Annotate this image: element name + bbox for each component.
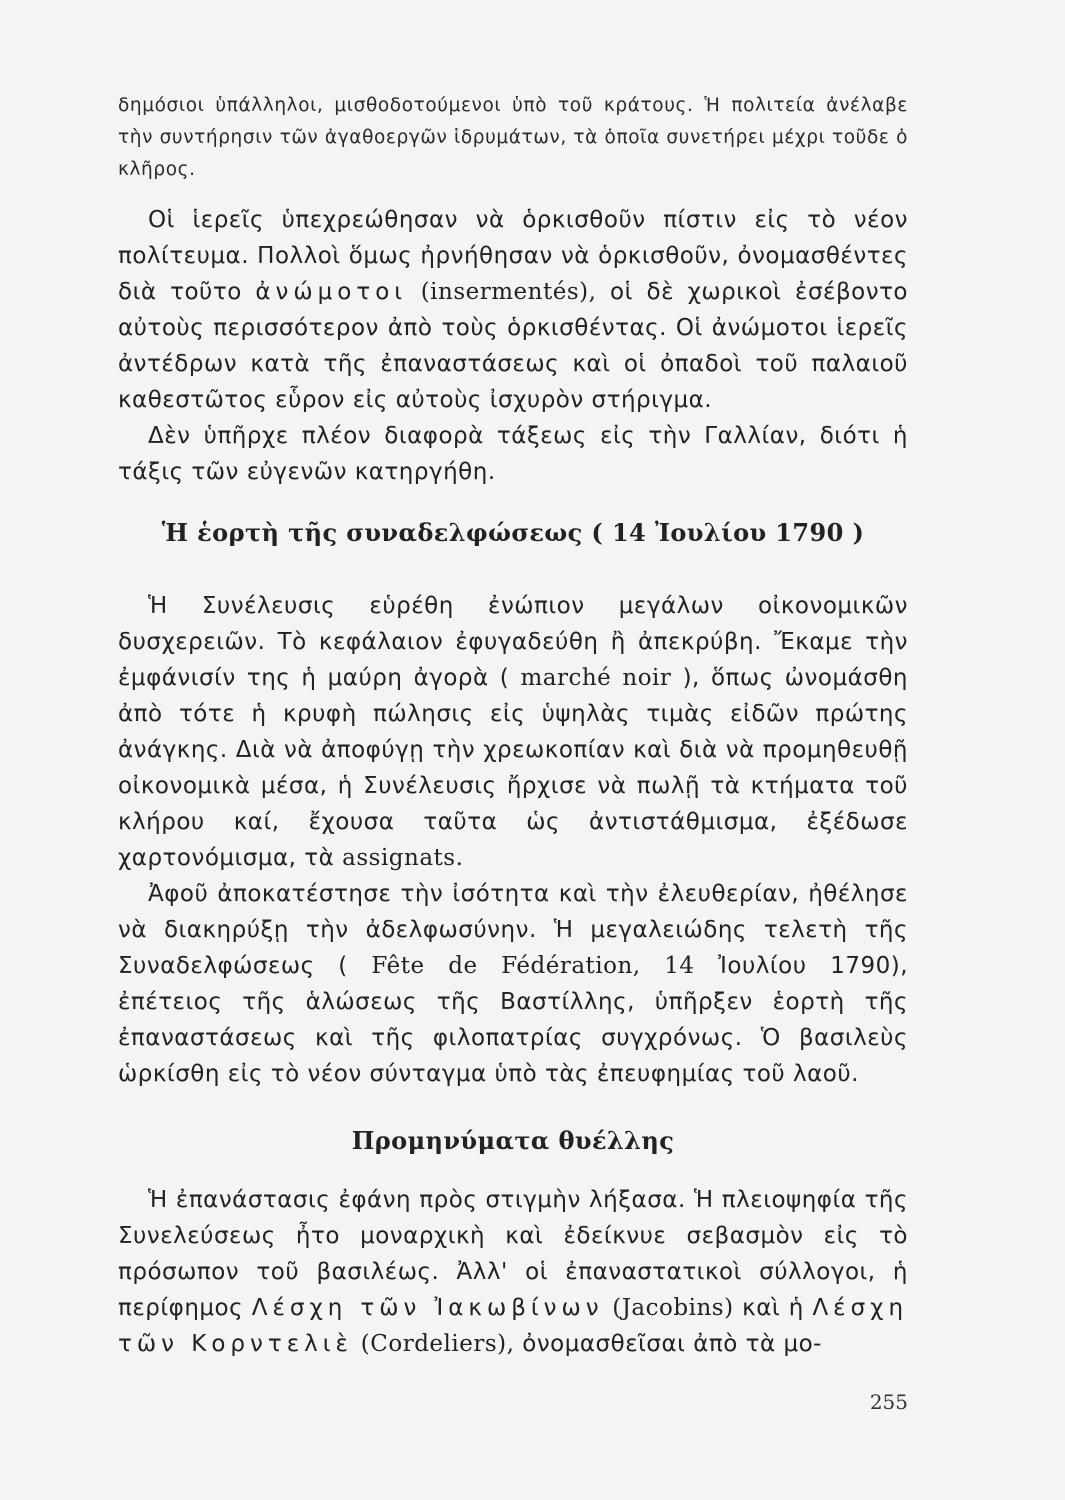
paragraph-priests-text-b: οἱ δὲ χωρικοὶ ἐσέβοντο αὐτοὺς περισσότερον ἀπὸ τοὺς ὁρκισθέντας. Οἱ ἀνώμοτοι ἱερεῖς ἀντέδρων κατὰ τῆς ἐπαναστάσεως καὶ οἱ ὀπαδοὶ τοῦ παλαιοῦ καθεστῶτος εὗρον εἰς αὐτοὺς ἰσχυρὸν στήριγμα. <box>118 279 909 413</box>
paragraph-economy-text-b: ), ὅπως ὠνομάσθη ἀπὸ τότε ἡ κρυφὴ πώλησις εἰς ὑψηλὰς τιμὰς εἰδῶν πρώτης ἀνάγκης. Διὰ νὰ ἀποφύγῃ τὴν χρεωκοπίαν καὶ διὰ νὰ προμηθευθῇ οἰκονομικὰ μέσα, ἡ Συνέλευσις ἤρχισε νὰ πωλῇ τὰ κτήματα τοῦ κλήρου καί, ἔχουσα ταῦτα ὡς ἀντιστάθμισμα, ἐξέδωσε χαρτονόμισμα, τὰ <box>118 665 909 871</box>
paragraph-fraternity <box>118 876 908 1092</box>
paragraph-priests-text-a: Οἱ ἱερεῖς ὑπεχρεώθησαν νὰ ὁρκισθοῦν πίστιν εἰς τὸ νέον πολίτευμα. Πολλοὶ ὅμως ἠρνήθησαν νὰ ὁρκισθοῦν, ὀνομασθέντες διὰ τοῦτο <box>118 207 908 305</box>
paragraph-intro <box>118 90 908 186</box>
paragraph-revolution-text-a: Ἡ ἐπανάστασις ἐφάνη πρὸς στιγμὴν λήξασα. Ἡ πλειοψηφία τῆς Συνελεύσεως ἦτο μοναρχικὴ καὶ ἐδείκνυε σεβασμὸν εἰς τὸ πρόσωπον τοῦ βασιλέως. Ἀλλ' οἱ ἐπαναστατικοὶ σύλλογοι, ἡ περίφημος <box>118 1187 908 1321</box>
term-marche-noir: marché noir <box>520 665 672 691</box>
paragraph-revolution-text-b: καὶ ἡ <box>742 1295 804 1321</box>
paragraph-revolution-text-c: ὀνομασθεῖσαι ἀπὸ τὰ μο- <box>522 1331 822 1357</box>
paragraph-classes <box>118 418 908 490</box>
paragraph-priests <box>118 202 908 418</box>
term-assignats: assignats. <box>342 845 464 871</box>
page-number: 255 <box>869 1390 908 1414</box>
section-heading-federation: Ἡ ἑορτὴ τῆς συναδελφώσεως ( 14 Ἰουλίου 1790 ) <box>161 518 865 547</box>
paragraph-economy <box>118 588 908 876</box>
term-jacobins: (Jacobins) <box>612 1295 734 1321</box>
term-anomotoi: ἀνώμοτοι <box>255 279 408 305</box>
paragraph-fraternity-text-b: Ἰουλίου 1790), ἐπέτειος τῆς ἁλώσεως τῆς Βαστίλλης, ὑπῆρξεν ἑορτὴ τῆς ἐπαναστάσεως καὶ τῆς φιλοπατρίας συγχρόνως. Ὁ βασιλεὺς ὡρκίσθη εἰς τὸ νέον σύνταγμα ὑπὸ τὰς ἐπευφημίας τοῦ λαοῦ. <box>118 953 909 1087</box>
term-cordeliers-club: Λέσχη τῶν Κορντελιὲ <box>118 1295 909 1357</box>
paragraph-fraternity-text-a: Ἀφοῦ ἀποκατέστησε τὴν ἰσότητα καὶ τὴν ἐλευθερίαν, ἠθέλησε νὰ διακηρύξῃ τὴν ἀδελφωσύνην. Ἡ μεγαλειώδης τελετὴ τῆς Συναδελφώσεως ( <box>118 881 908 979</box>
term-fete-de-federation: Fête de Fédération, 14 <box>371 953 695 979</box>
paragraph-revolution <box>118 1182 908 1362</box>
paragraph-intro-text: δημόσιοι ὑπάλληλοι, μισθοδοτούμενοι ὑπὸ τοῦ κράτους. Ἡ πολιτεία ἀνέλαβε τὴν συντήρησιν τῶν ἀγαθοεργῶν ἱδρυμάτων, τὰ ὁποῖα συνετήρει μέχρι τοῦδε ὁ κλῆρος. <box>118 95 908 180</box>
paragraph-economy-text-a: Ἡ Συνέλευσις εὑρέθη ἐνώπιον μεγάλων οἰκονομικῶν δυσχερειῶν. Τὸ κεφάλαιον ἐφυγαδεύθη ἢ ἀπεκρύβη. Ἔκαμε τὴν ἐμφάνισίν της ἡ μαύρη ἀγορὰ ( <box>118 593 908 691</box>
section-heading-storm: Προμηνύματα θυέλλης <box>351 1126 675 1155</box>
term-insermentes: (insermentés), <box>420 279 597 305</box>
paragraph-classes-text: Δὲν ὑπῆρχε πλέον διαφορὰ τάξεως εἰς τὴν Γαλλίαν, διότι ἡ τάξις τῶν εὐγενῶν κατηργήθη. <box>118 423 908 485</box>
term-jacobin-club: Λέσχη τῶν Ἰακωβίνων <box>251 1295 604 1321</box>
term-cordeliers: (Cordeliers), <box>360 1331 515 1357</box>
document-page <box>118 90 908 1420</box>
